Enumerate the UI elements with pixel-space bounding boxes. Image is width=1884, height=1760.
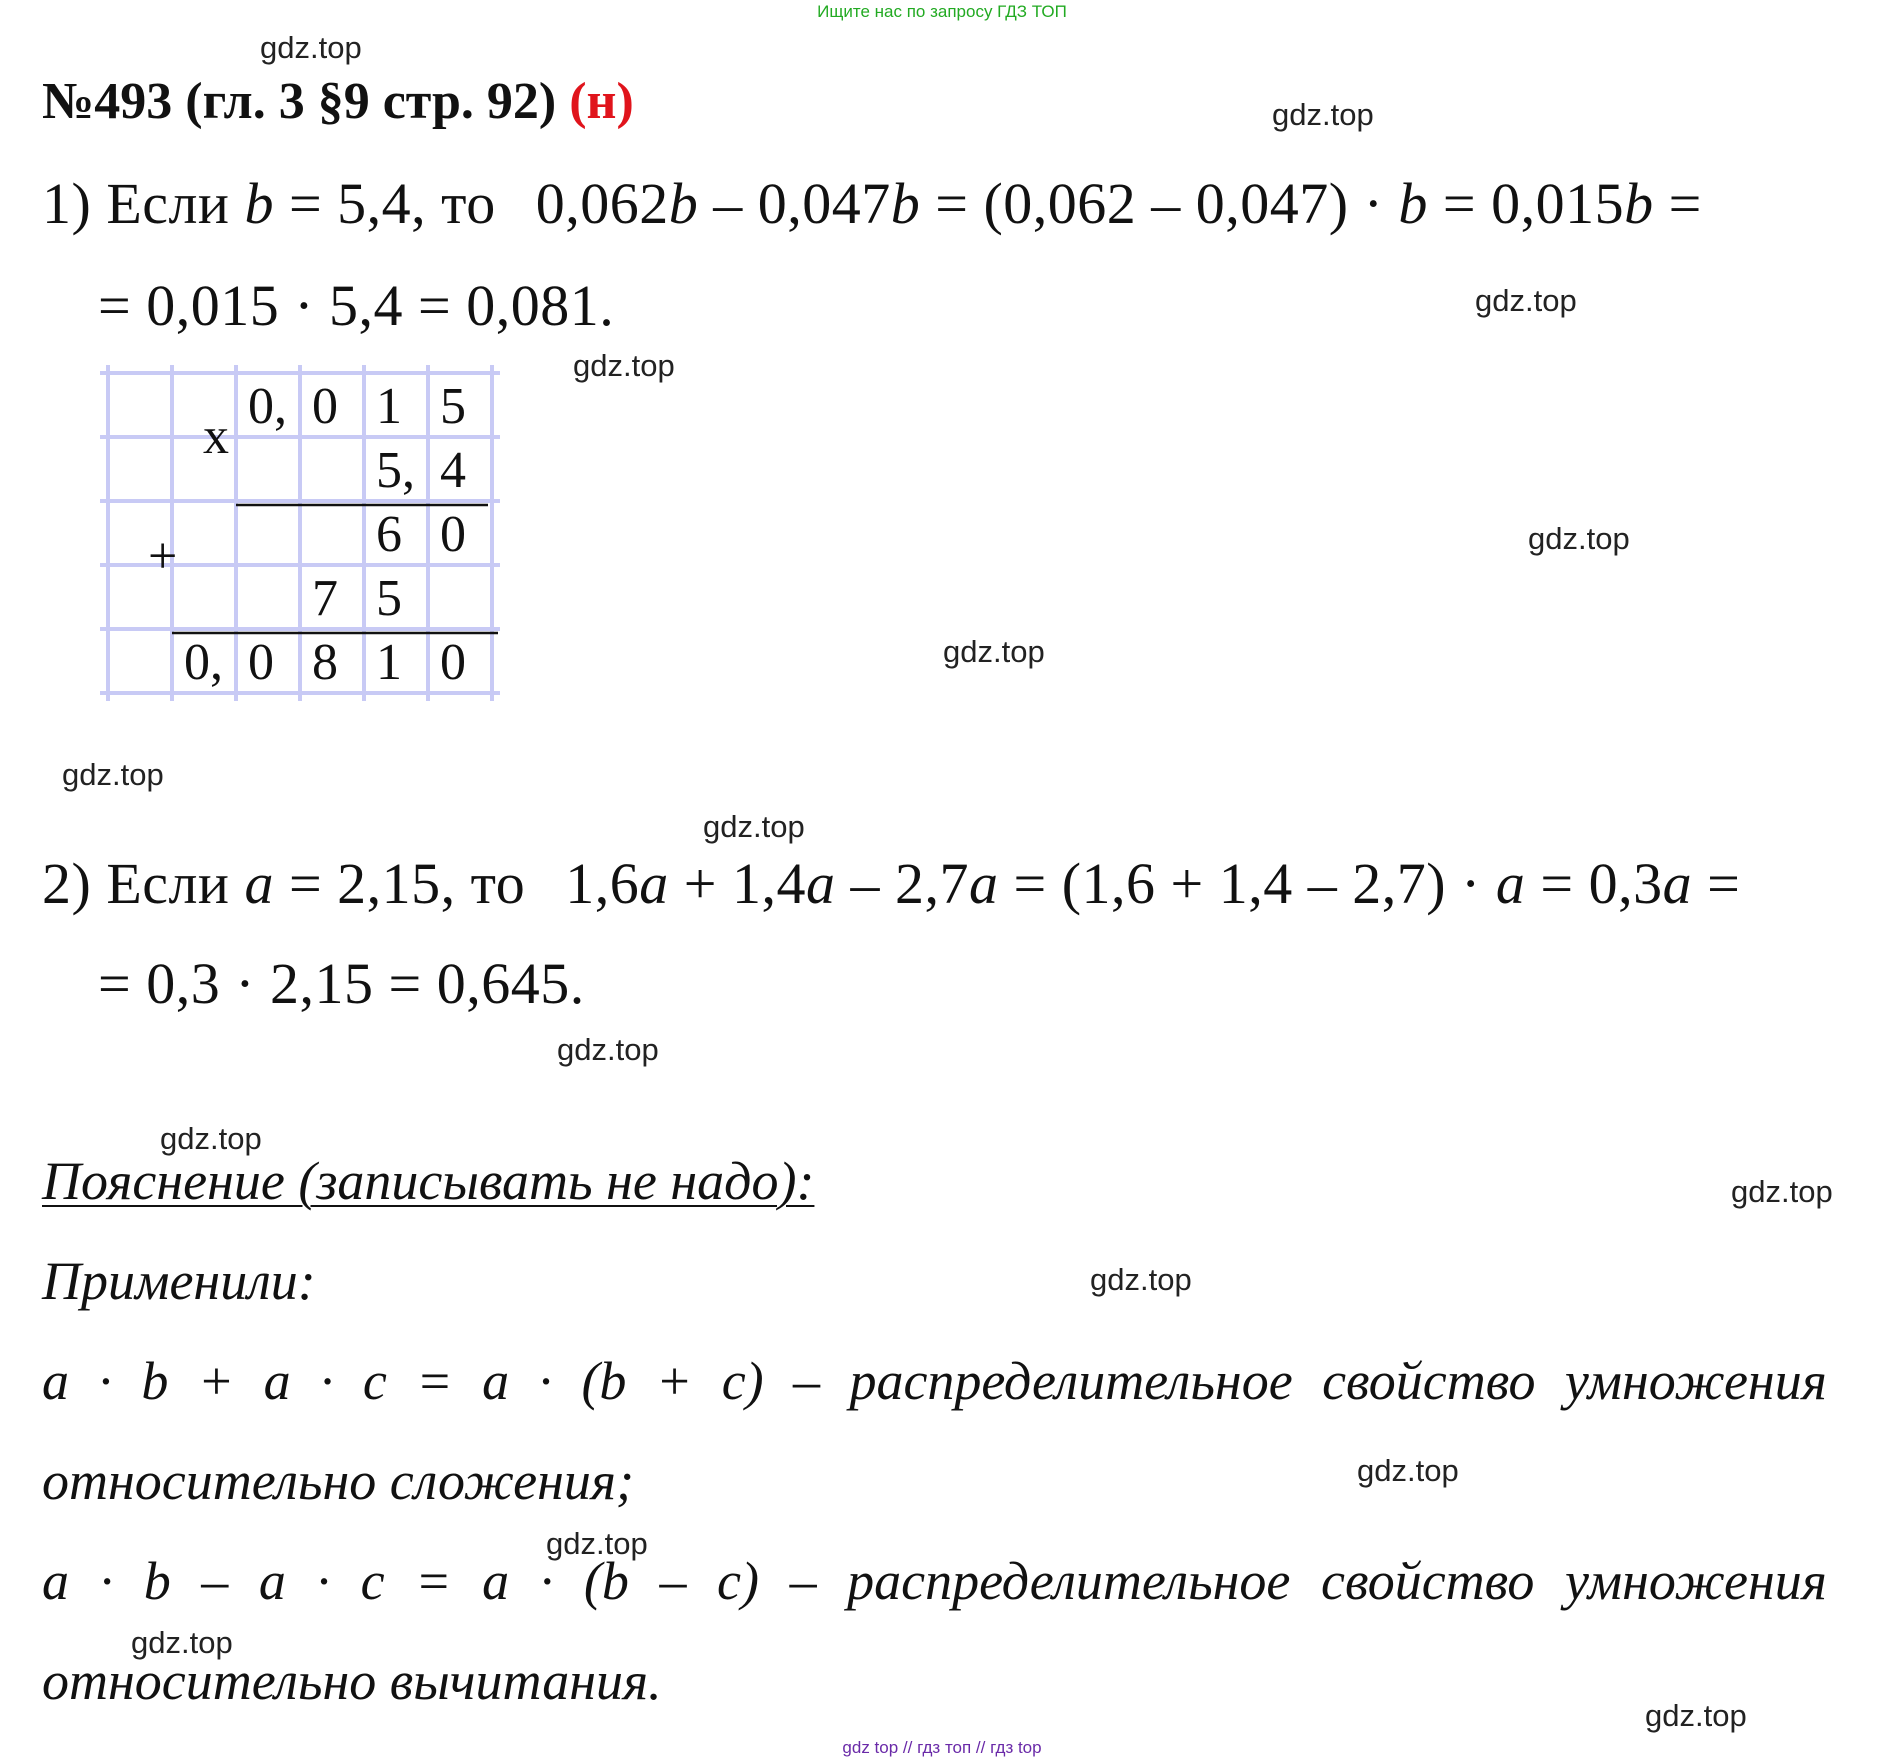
calc-digit: 4 [440, 442, 466, 499]
rule2-continuation: относительно вычитания. [42, 1651, 662, 1711]
part2-line2: = 0,3 · 2,15 = 0,645. [98, 951, 585, 1016]
part2-expr-token: a [639, 851, 669, 916]
watermark: gdz.top [131, 1625, 233, 1660]
rule-token: – [659, 1551, 687, 1611]
part2-expression [565, 851, 1740, 916]
part2-expr-token: = (1,6 + 1,4 – 2,7) · [998, 851, 1496, 916]
calc-digit: 0, [184, 634, 223, 691]
watermark: gdz.top [943, 634, 1045, 669]
rule-token: свойство [1322, 1351, 1536, 1411]
part2-expr-token: a [1662, 851, 1693, 916]
watermark: gdz.top [703, 809, 805, 844]
watermark: gdz.top [1272, 97, 1374, 132]
part2-expr-token: a [968, 851, 999, 916]
calc-digit: 0 [312, 378, 338, 435]
part2-var: a [244, 851, 274, 916]
watermark: gdz.top [1090, 1262, 1192, 1297]
rule1-line [42, 1350, 1827, 1412]
page-title [42, 72, 634, 131]
part2-expr-token: a [805, 851, 836, 916]
watermark: gdz.top [1731, 1174, 1833, 1209]
part2-line1 [42, 850, 1740, 917]
part2-expr-token: – 2,7 [835, 851, 969, 916]
part1-num: 1) Если [42, 171, 245, 236]
part1-expr-token: b [1398, 171, 1428, 236]
rule-token: c) [717, 1551, 759, 1611]
rule-token: – [201, 1551, 229, 1611]
rule-token: a [263, 1351, 291, 1411]
calc-digit: 7 [312, 570, 338, 627]
rule1-continuation: относительно сложения; [42, 1451, 634, 1511]
part2-expr-token: + 1,4 [668, 851, 806, 916]
rule-token: · [99, 1551, 114, 1611]
rule-token: умножения [1564, 1351, 1827, 1411]
part2-expr-token: a [1495, 851, 1526, 916]
rule-token: умножения [1564, 1551, 1827, 1611]
part1-expr-token: = [1653, 171, 1702, 236]
part1-expr-token: = 0,015 [1427, 171, 1625, 236]
calc-digit: 8 [312, 634, 338, 691]
rule-token: b [143, 1551, 171, 1611]
calc-digit: 5 [440, 378, 466, 435]
part1-expr-token: – 0,047 [698, 171, 891, 236]
part1-expr-token: b [1624, 171, 1654, 236]
part2-expr-token: = 0,3 [1525, 851, 1663, 916]
explanation-heading: Пояснение (записывать не надо): [42, 1151, 815, 1211]
rule-token: распределительное [849, 1351, 1293, 1411]
calc-digit: 5, [376, 442, 415, 499]
rule-token: – [793, 1351, 821, 1411]
part1-expression [536, 171, 1702, 236]
calc-digit: 1 [376, 634, 402, 691]
rule-token: = [416, 1351, 453, 1411]
rule-token: c [360, 1551, 385, 1611]
rule-token: свойство [1321, 1551, 1535, 1611]
part1-expr-token: = (0,062 – 0,047) · [920, 171, 1399, 236]
calc-digit: 0 [440, 506, 466, 563]
multiplication-grid [100, 365, 510, 710]
rule-token: · [319, 1351, 334, 1411]
part1-var: b [244, 171, 274, 236]
part1-expr-token: b [890, 171, 921, 236]
watermark: gdz.top [1357, 1453, 1459, 1488]
part1-expr-token: 0,062 [535, 171, 669, 236]
calc-digit: 0 [440, 634, 466, 691]
rule-token: c) [721, 1351, 764, 1411]
calc-digit: 0 [248, 634, 274, 691]
part1-line2: = 0,015 · 5,4 = 0,081. [98, 273, 615, 338]
rule-token: + [655, 1351, 693, 1411]
header-note: Ищите нас по запросу ГДЗ ТОП [817, 2, 1067, 21]
footer-links: gdz top // гдз топ // гдз top [842, 1738, 1042, 1757]
rule-token: · [539, 1551, 554, 1611]
plus-sign: + [148, 528, 178, 585]
part1-line1 [42, 170, 1702, 237]
watermark: gdz.top [1645, 1698, 1747, 1733]
rule-token: (b [581, 1351, 627, 1411]
rule-token: b [141, 1351, 169, 1411]
part2-expr-token: = [1692, 851, 1741, 916]
rule-token: a [42, 1551, 69, 1611]
rule-token: · [538, 1351, 553, 1411]
watermark: gdz.top [557, 1032, 659, 1067]
rule-token: – [789, 1551, 817, 1611]
rule-token: · [316, 1551, 330, 1611]
rule-token: a [42, 1351, 69, 1411]
title-text: №493 (гл. 3 §9 стр. 92) [42, 73, 557, 130]
calc-digit: 6 [376, 506, 402, 563]
part1-expr-token: b [668, 171, 699, 236]
watermark: gdz.top [546, 1526, 648, 1561]
rule-token: a [482, 1551, 510, 1611]
watermark: gdz.top [260, 30, 362, 65]
part2-cond: = 2,15, то [273, 851, 526, 916]
rule-token: + [197, 1351, 235, 1411]
multiply-sign: x [203, 408, 229, 465]
watermark: gdz.top [1528, 521, 1630, 556]
calc-digit: 0, [248, 378, 287, 435]
rule2-line [42, 1550, 1827, 1612]
rule-token: (b [583, 1551, 629, 1611]
calc-digit: 1 [376, 378, 402, 435]
part2-num: 2) Если [42, 851, 245, 916]
rule-token: a [258, 1551, 286, 1611]
watermark: gdz.top [573, 348, 675, 383]
rule-token: распределительное [847, 1551, 1291, 1611]
title-mark: (н) [569, 73, 634, 130]
rule-token: c [362, 1351, 387, 1411]
part1-cond: = 5,4, то [273, 171, 496, 236]
part2-expr-token: 1,6 [565, 851, 640, 916]
rule-token: a [482, 1351, 510, 1411]
calc-digit: 5 [376, 570, 402, 627]
watermark: gdz.top [160, 1121, 262, 1156]
watermark: gdz.top [62, 757, 164, 792]
applied-label: Применили: [42, 1251, 316, 1311]
watermark: gdz.top [1475, 283, 1577, 318]
rule-token: = [415, 1551, 452, 1611]
rule-token: · [98, 1351, 112, 1411]
